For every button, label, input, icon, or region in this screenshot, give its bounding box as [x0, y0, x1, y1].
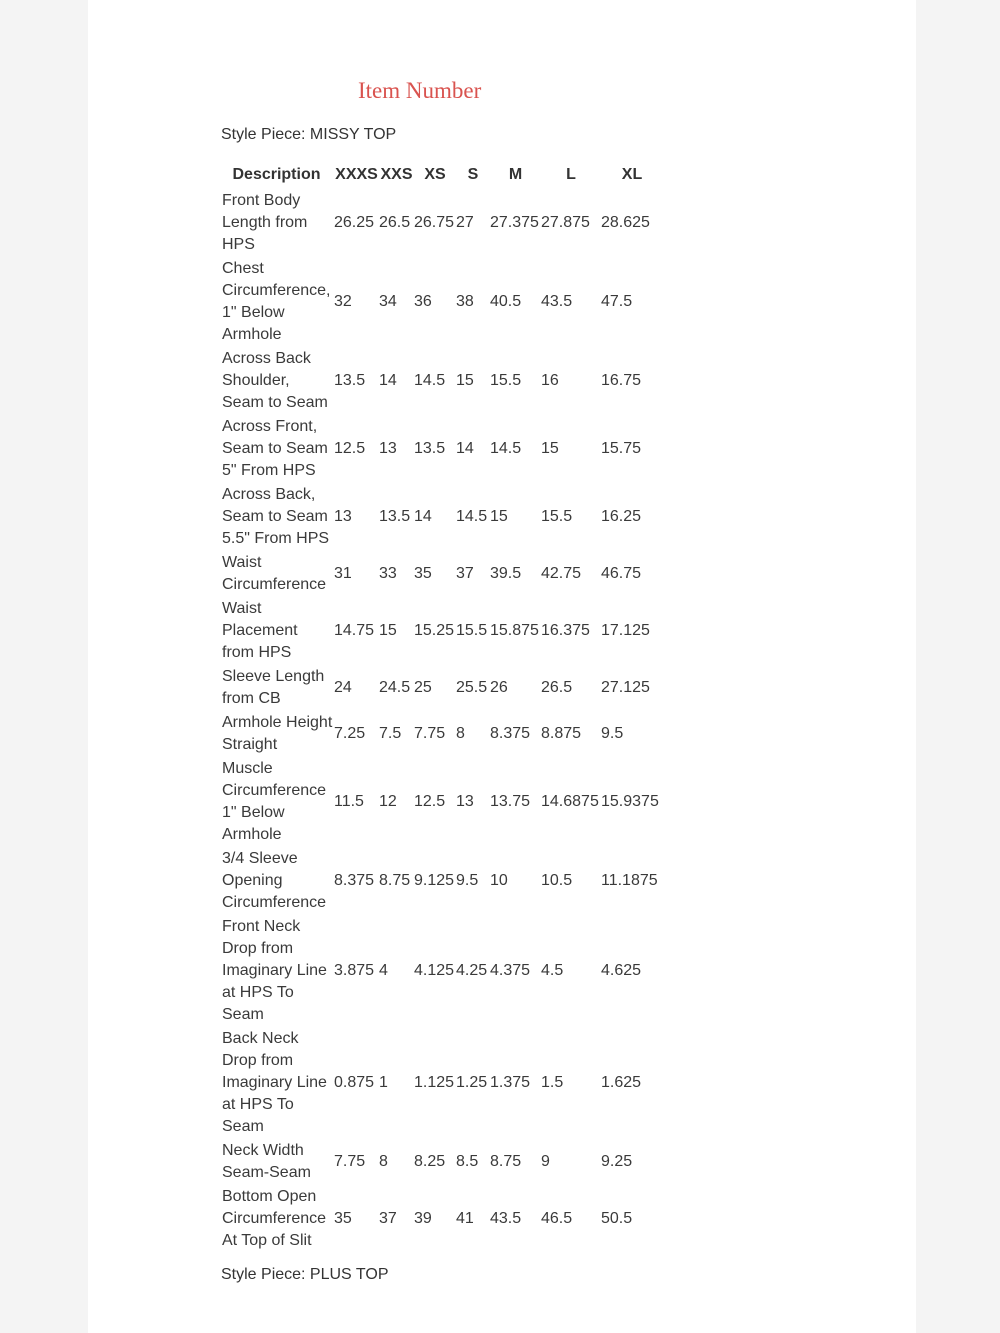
- cell-xl: 9.25: [601, 1153, 633, 1170]
- table-row: [219, 551, 663, 597]
- cell-xxs: 33: [379, 565, 397, 582]
- cell-xs: 26.75: [414, 214, 455, 231]
- header-xxxs: XXXS: [335, 166, 378, 183]
- cell-s: 14.5: [456, 508, 488, 525]
- row-description: Back Neck Drop from Imaginary Line at HPS To Seam: [222, 1030, 327, 1135]
- cell-l: 15: [541, 440, 559, 457]
- cell-m: 10: [490, 872, 508, 889]
- cell-xxxs: 14.75: [334, 622, 375, 639]
- cell-s: 9.5: [456, 872, 479, 889]
- cell-s: 8.5: [456, 1153, 479, 1170]
- row-description: Front Body Length from HPS: [222, 192, 308, 253]
- table-row: [219, 915, 663, 1027]
- cell-s: 4.25: [456, 962, 488, 979]
- table-row: [219, 597, 663, 665]
- cell-l: 26.5: [541, 679, 573, 696]
- cell-m: 1.375: [490, 1074, 531, 1091]
- cell-xs: 14: [414, 508, 432, 525]
- table-row: [219, 847, 663, 915]
- cell-m: 4.375: [490, 962, 531, 979]
- cell-l: 9: [541, 1153, 550, 1170]
- cell-xxxs: 0.875: [334, 1074, 375, 1091]
- row-description: 3/4 Sleeve Opening Circumference: [222, 850, 327, 911]
- header-xxs: XXS: [380, 166, 413, 183]
- cell-s: 1.25: [456, 1074, 488, 1091]
- table-body: [219, 189, 663, 1253]
- cell-m: 15.5: [490, 372, 522, 389]
- style-piece-missy-label: Style Piece: MISSY TOP: [221, 126, 397, 143]
- cell-m: 40.5: [490, 293, 522, 310]
- header-s: S: [467, 166, 479, 183]
- cell-s: 15.5: [456, 622, 488, 639]
- cell-xxxs: 26.25: [334, 214, 375, 231]
- cell-s: 25.5: [456, 679, 488, 696]
- cell-xl: 46.75: [601, 565, 642, 582]
- cell-m: 39.5: [490, 565, 522, 582]
- cell-xxs: 13.5: [379, 508, 411, 525]
- cell-xs: 7.75: [414, 725, 446, 742]
- cell-xl: 16.25: [601, 508, 642, 525]
- cell-xs: 36: [414, 293, 432, 310]
- cell-xs: 1.125: [414, 1074, 455, 1091]
- cell-xxxs: 7.25: [334, 725, 366, 742]
- cell-xs: 14.5: [414, 372, 446, 389]
- cell-xl: 16.75: [601, 372, 642, 389]
- row-description: Sleeve Length from CB: [222, 668, 325, 707]
- cell-s: 27: [456, 214, 474, 231]
- cell-xs: 9.125: [414, 872, 455, 889]
- cell-m: 15: [490, 508, 508, 525]
- cell-m: 27.375: [490, 214, 539, 231]
- row-description: Bottom Open Circumference At Top of Slit: [222, 1188, 327, 1249]
- cell-xxxs: 12.5: [334, 440, 366, 457]
- cell-xxxs: 8.375: [334, 872, 375, 889]
- cell-xl: 27.125: [601, 679, 650, 696]
- cell-xs: 25: [414, 679, 432, 696]
- cell-s: 14: [456, 440, 474, 457]
- cell-xl: 9.5: [601, 725, 624, 742]
- table-row: [219, 347, 663, 415]
- cell-l: 10.5: [541, 872, 573, 889]
- header-description: Description: [232, 166, 321, 183]
- header-xs: XS: [424, 166, 446, 183]
- cell-s: 8: [456, 725, 465, 742]
- cell-m: 15.875: [490, 622, 539, 639]
- cell-m: 13.75: [490, 793, 531, 810]
- cell-l: 1.5: [541, 1074, 564, 1091]
- cell-xxxs: 7.75: [334, 1153, 366, 1170]
- cell-xxs: 1: [379, 1074, 388, 1091]
- cell-xl: 15.75: [601, 440, 642, 457]
- cell-l: 46.5: [541, 1210, 573, 1227]
- cell-xxs: 8.75: [379, 872, 411, 889]
- row-description: Waist Placement from HPS: [222, 600, 298, 661]
- cell-xxs: 24.5: [379, 679, 411, 696]
- cell-xxs: 13: [379, 440, 397, 457]
- header-l: L: [566, 166, 576, 183]
- cell-xxxs: 11.5: [334, 793, 364, 810]
- cell-xxs: 7.5: [379, 725, 402, 742]
- cell-xxs: 34: [379, 293, 397, 310]
- cell-s: 37: [456, 565, 474, 582]
- table-row: [219, 189, 663, 257]
- cell-m: 8.375: [490, 725, 531, 742]
- cell-l: 43.5: [541, 293, 573, 310]
- row-description: Front Neck Drop from Imaginary Line at HPS To Seam: [222, 918, 327, 1023]
- cell-m: 26: [490, 679, 508, 696]
- cell-s: 41: [456, 1210, 474, 1227]
- cell-xs: 39: [414, 1210, 432, 1227]
- table-row: [219, 757, 663, 847]
- cell-xl: 1.625: [601, 1074, 642, 1091]
- cell-xxs: 8: [379, 1153, 388, 1170]
- cell-l: 14.6875: [541, 793, 599, 810]
- header-m: M: [508, 166, 523, 183]
- table-row: [219, 483, 663, 551]
- row-description: Waist Circumference: [222, 554, 327, 593]
- cell-xs: 15.25: [414, 622, 455, 639]
- cell-xl: 50.5: [601, 1210, 633, 1227]
- header-xl: XL: [621, 166, 643, 183]
- cell-xxxs: 31: [334, 565, 352, 582]
- cell-xs: 13.5: [414, 440, 446, 457]
- table-row: [219, 257, 663, 347]
- cell-s: 13: [456, 793, 474, 810]
- row-description: Across Back Shoulder, Seam to Seam: [222, 350, 328, 411]
- table-row: [219, 1027, 663, 1139]
- cell-xs: 4.125: [414, 962, 455, 979]
- row-description: Chest Circumference, 1" Below Armhole: [222, 260, 331, 343]
- row-description: Across Back, Seam to Seam 5.5" From HPS: [222, 486, 330, 547]
- table-row: [219, 1139, 663, 1185]
- cell-l: 27.875: [541, 214, 590, 231]
- page-title: Item Number: [358, 78, 482, 103]
- table-row: [219, 665, 663, 711]
- row-description: Neck Width Seam-Seam: [222, 1142, 311, 1181]
- cell-l: 8.875: [541, 725, 582, 742]
- cell-xl: 17.125: [601, 622, 650, 639]
- cell-xxs: 37: [379, 1210, 397, 1227]
- cell-xl: 47.5: [601, 293, 633, 310]
- cell-xxs: 15: [379, 622, 397, 639]
- style-piece-plus-label: Style Piece: PLUS TOP: [221, 1266, 389, 1283]
- cell-m: 8.75: [490, 1153, 522, 1170]
- cell-l: 16: [541, 372, 559, 389]
- row-description: Muscle Circumference 1" Below Armhole: [222, 760, 327, 843]
- table-row: [219, 415, 663, 483]
- row-description: Across Front, Seam to Seam 5" From HPS: [222, 418, 328, 479]
- cell-xl: 4.625: [601, 962, 642, 979]
- cell-xxs: 14: [379, 372, 397, 389]
- cell-m: 43.5: [490, 1210, 522, 1227]
- cell-xxs: 4: [379, 962, 388, 979]
- cell-xxxs: 35: [334, 1210, 352, 1227]
- size-spec-table: [219, 161, 663, 1253]
- cell-xxs: 26.5: [379, 214, 411, 231]
- cell-xxxs: 24: [334, 679, 352, 696]
- cell-xxxs: 32: [334, 293, 352, 310]
- row-description: Armhole Height Straight: [222, 714, 333, 753]
- table-header-row: [219, 161, 663, 189]
- cell-xxxs: 13: [334, 508, 352, 525]
- table-row: [219, 1185, 663, 1253]
- cell-xxxs: 13.5: [334, 372, 366, 389]
- cell-xs: 35: [414, 565, 432, 582]
- cell-xl: 15.9375: [601, 793, 659, 810]
- cell-s: 38: [456, 293, 474, 310]
- cell-xs: 12.5: [414, 793, 446, 810]
- cell-xl: 28.625: [601, 214, 650, 231]
- cell-xxxs: 3.875: [334, 962, 375, 979]
- cell-l: 4.5: [541, 962, 564, 979]
- cell-l: 42.75: [541, 565, 582, 582]
- cell-l: 15.5: [541, 508, 573, 525]
- cell-xxs: 12: [379, 793, 397, 810]
- cell-l: 16.375: [541, 622, 590, 639]
- cell-m: 14.5: [490, 440, 522, 457]
- cell-xs: 8.25: [414, 1153, 446, 1170]
- cell-s: 15: [456, 372, 474, 389]
- cell-xl: 11.1875: [601, 872, 658, 889]
- table-row: [219, 711, 663, 757]
